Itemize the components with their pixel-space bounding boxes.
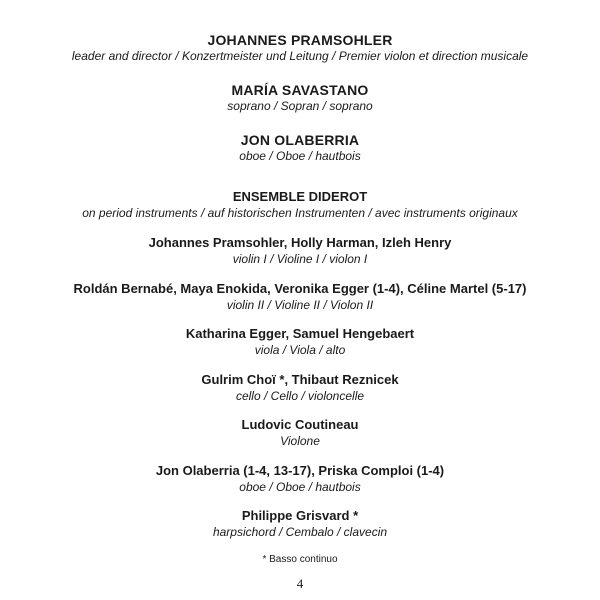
section-players: Gulrim Choï *, Thibaut Reznicek — [201, 372, 399, 387]
soloist-name: MARÍA SAVASTANO — [231, 82, 369, 98]
section-instrument: cello / Cello / violoncelle — [235, 389, 365, 403]
ensemble-block — [0, 189, 600, 221]
soloist-block — [0, 132, 600, 164]
section-instrument: viola / Viola / alto — [254, 343, 346, 357]
section-instrument: violin I / Violine I / violon I — [232, 252, 368, 266]
section-players: Ludovic Coutineau — [241, 417, 359, 432]
section-instrument: harpsichord / Cembalo / clavecin — [212, 525, 388, 539]
section-players: Johannes Pramsohler, Holly Harman, Izleh Henry — [148, 235, 452, 250]
section-instrument: violin II / Violine II / Violon II — [226, 298, 374, 312]
page-number: 4 — [296, 576, 304, 591]
section-players: Jon Olaberria (1-4, 13-17), Priska Comploi (1-4) — [155, 463, 445, 478]
section-block — [0, 417, 600, 449]
section-block — [0, 508, 600, 540]
soloist-block — [0, 82, 600, 114]
section-block — [0, 235, 600, 267]
section-block — [0, 326, 600, 358]
soloist-role: soprano / Sopran / soprano — [227, 99, 373, 113]
section-instrument: oboe / Oboe / hautbois — [239, 480, 361, 494]
soloist-role: oboe / Oboe / hautbois — [239, 149, 361, 163]
ensemble-description: on period instruments / auf historischen Instrumenten / avec instruments originaux — [82, 206, 518, 220]
soloist-name: JOHANNES PRAMSOHLER — [207, 32, 393, 48]
section-block — [0, 463, 600, 495]
footnote: * Basso continuo — [262, 554, 338, 565]
section-block — [0, 372, 600, 404]
ensemble-name: ENSEMBLE DIDEROT — [232, 189, 368, 204]
section-players: Philippe Grisvard * — [241, 508, 359, 523]
soloist-block — [0, 32, 600, 64]
section-players: Roldán Bernabé, Maya Enokida, Veronika Egger (1-4), Céline Martel (5-17) — [73, 281, 527, 296]
section-players: Katharina Egger, Samuel Hengebaert — [185, 326, 415, 341]
section-instrument: Violone — [280, 434, 320, 448]
section-block — [0, 281, 600, 313]
soloist-name: JON OLABERRIA — [240, 132, 360, 148]
soloist-role: leader and director / Konzertmeister und Leitung / Premier violon et direction musicale — [71, 49, 529, 63]
